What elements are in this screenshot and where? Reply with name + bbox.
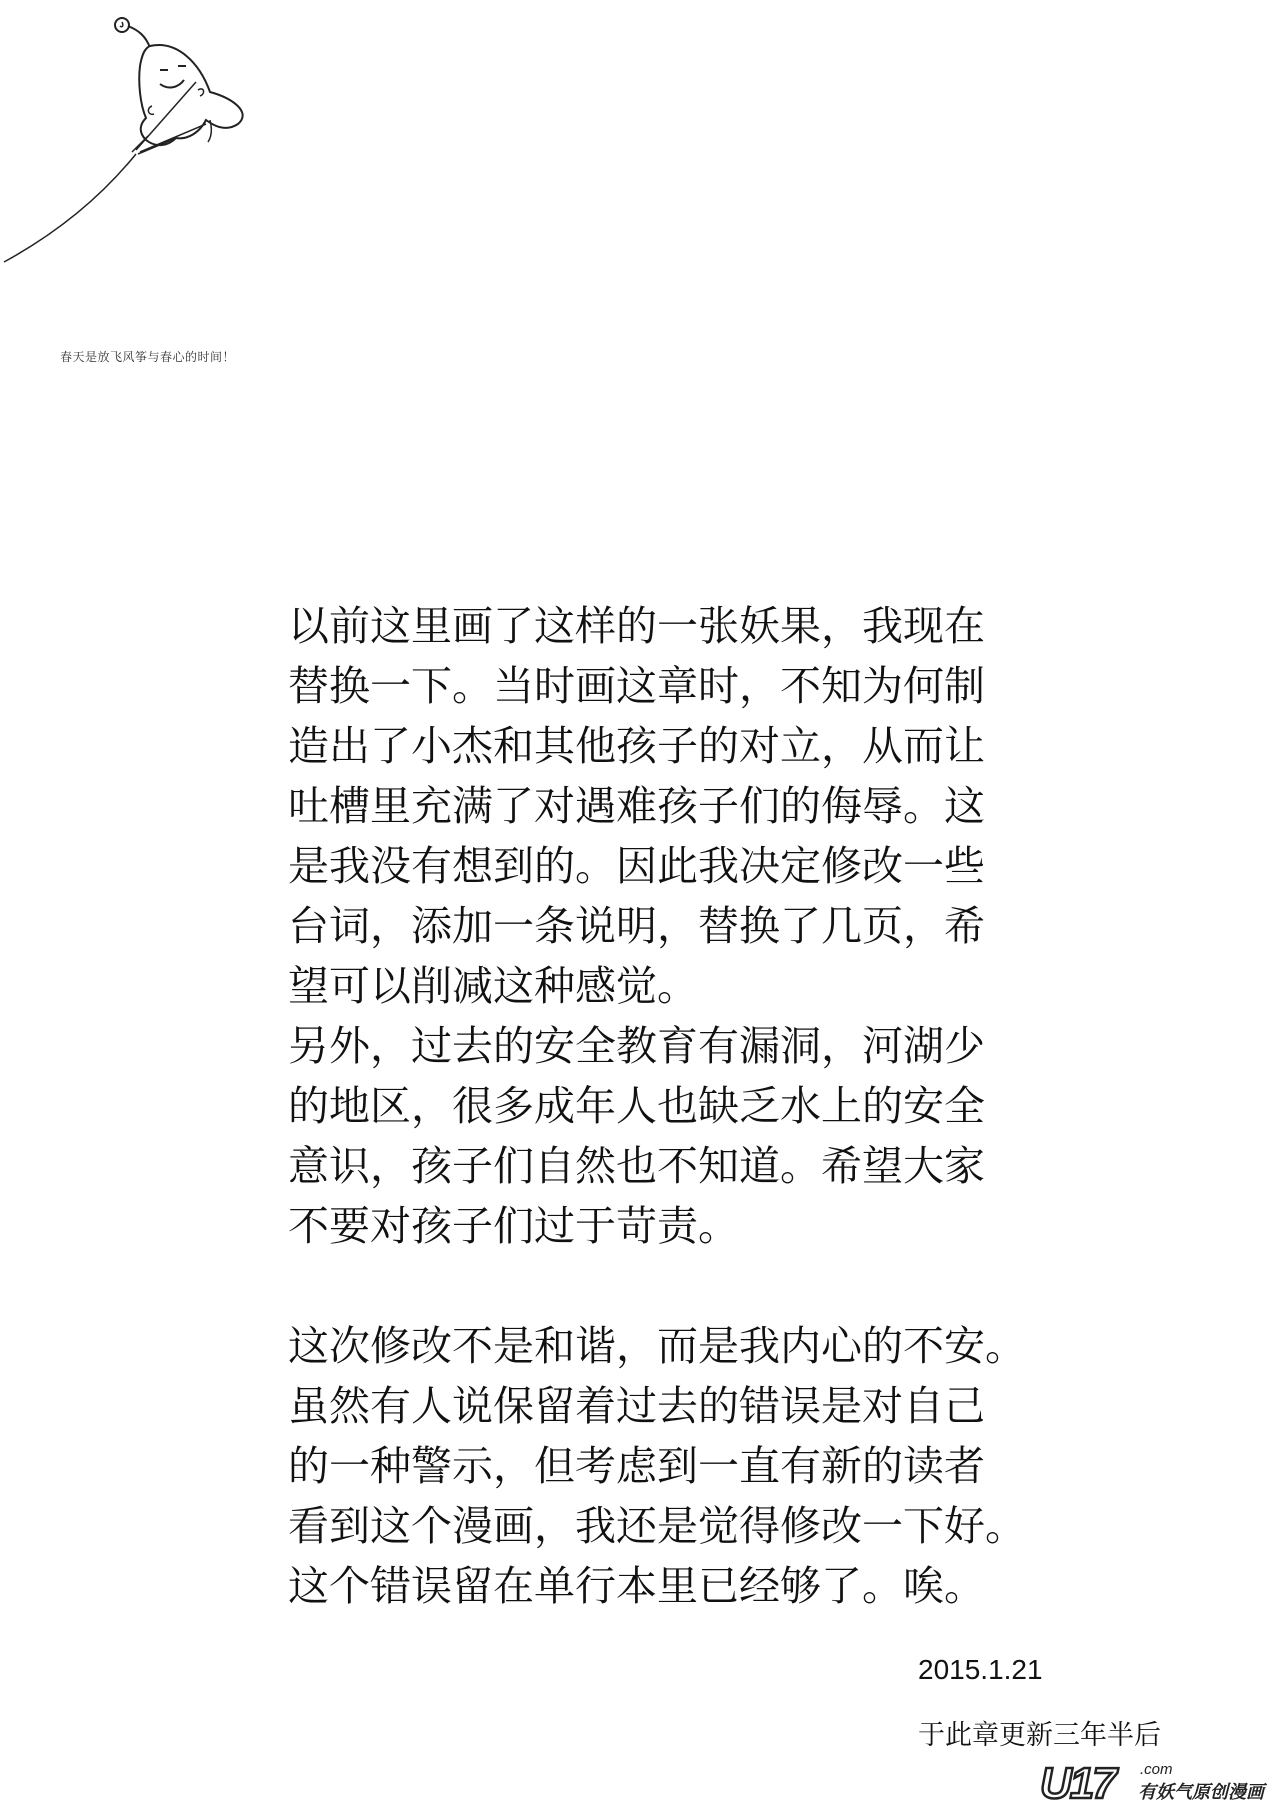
author-note — [288, 596, 1088, 1616]
watermark-domain: .com — [1140, 1761, 1173, 1778]
note-date: 2015.1.21 — [918, 1654, 1043, 1685]
u17-watermark-logo — [1038, 1758, 1270, 1802]
watermark-logo-text: U17 — [1040, 1759, 1115, 1802]
note-paragraph: 这次修改不是和谐，而是我内心的不安。 虽然有人说保留着过去的错误是对自己 的一种警示，但考虑到一直有新的读者 看到这个漫画，我还是觉得修改一下好。 这个错误留在单行本里已经够了。唉。 — [288, 1322, 1026, 1610]
drawing-caption: 春天是放飞风筝与春心的时间！ — [60, 350, 236, 364]
note-signature: 于此章更新三年半后 — [918, 1720, 1161, 1751]
note-paragraph: 以前这里画了这样的一张妖果，我现在 替换一下。当时画这章时，不知为何制 造出了小杰和其他孩子的对立，从而让 吐槽里充满了对遇难孩子们的侮辱。这 是我没有想到的。因此我决定修改一些 台词，添加一条说明，替换了几页，希 望可以削减这种感觉。 另外，过去的安全教育有漏洞，河湖少 的地区，很多成年人也缺乏水上的安全 意识，孩子们自然也不知道。希望大家 不要对孩子们过于苛责。 — [288, 602, 985, 1250]
paragraph-spacer — [288, 1256, 1088, 1316]
kite-character-drawing — [0, 0, 260, 280]
watermark-slogan: 有妖气原创漫画 — [1138, 1782, 1264, 1802]
